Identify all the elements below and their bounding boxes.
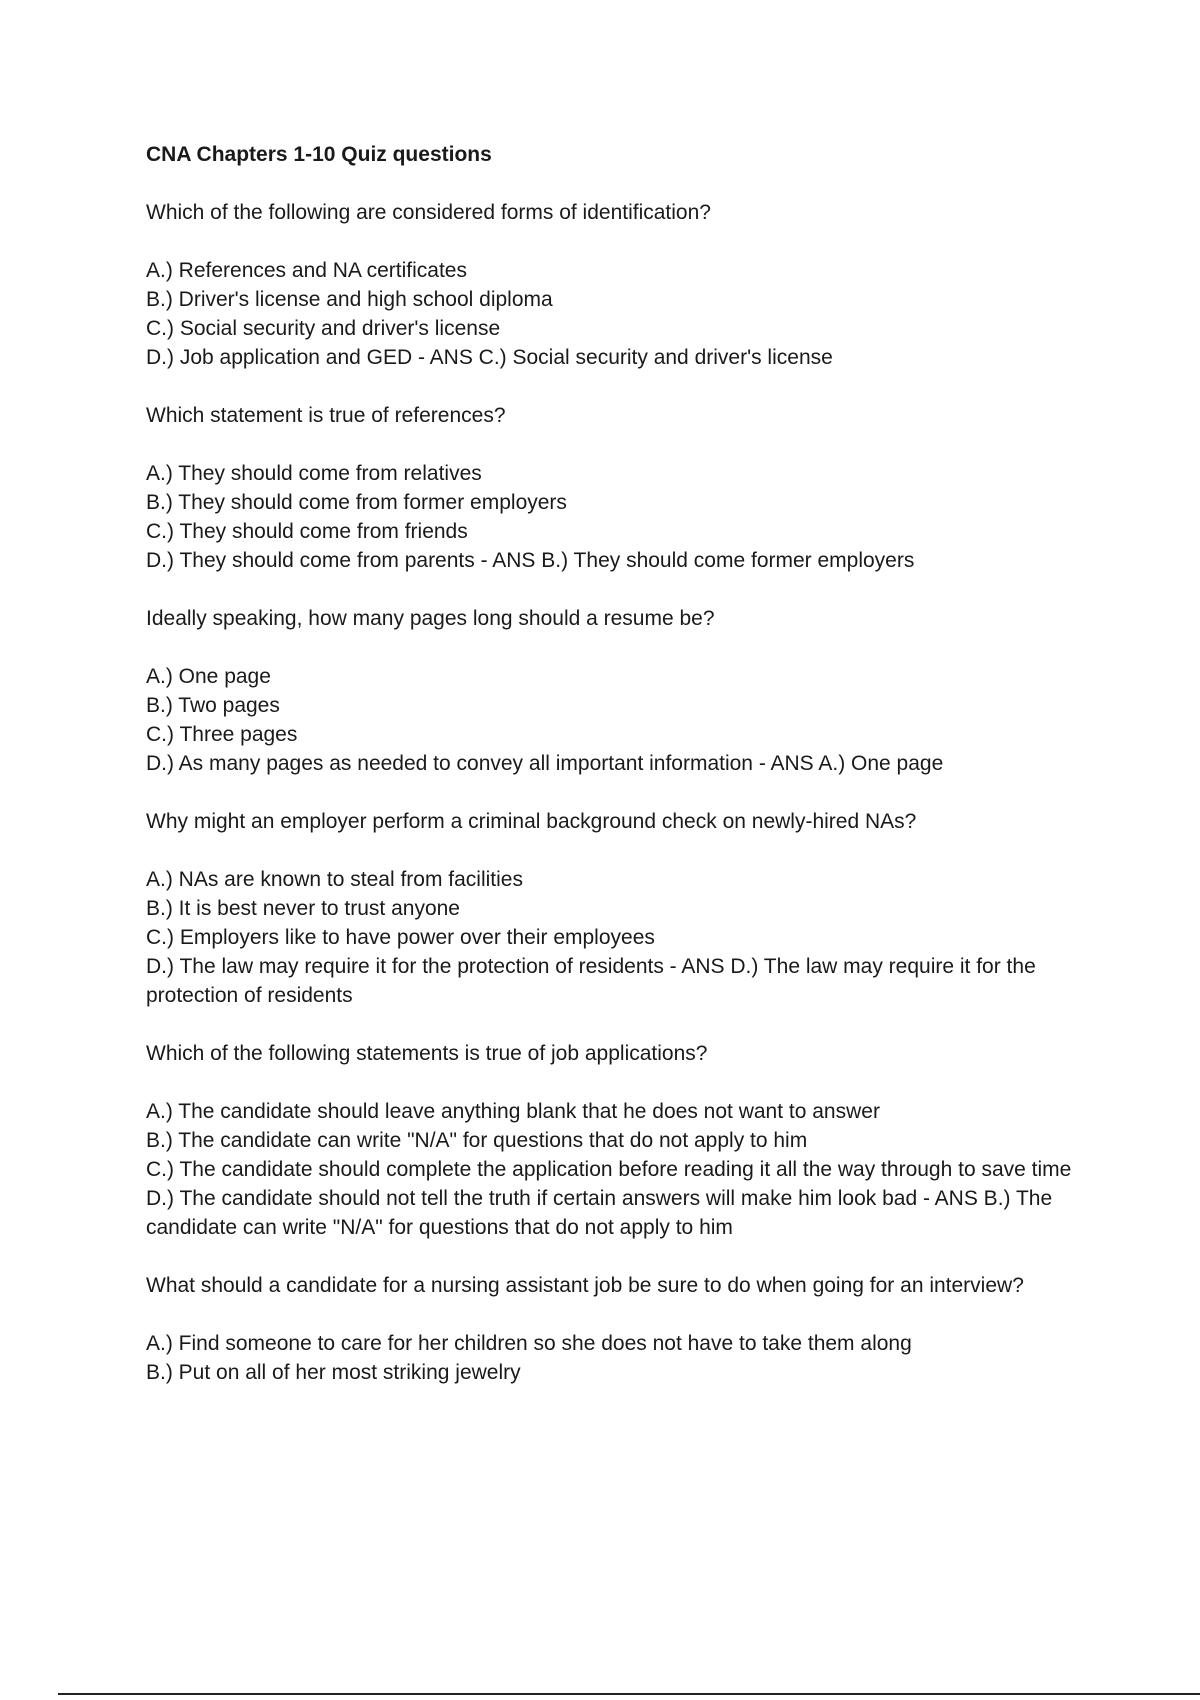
answer-options [146,256,1086,372]
answer-option: B.) Put on all of her most striking jewelry [146,1361,521,1384]
answer-option: C.) Social security and driver's license [146,317,501,340]
answer-option: A.) References and NA certificates [146,259,467,282]
answer-option: A.) They should come from relatives [146,462,482,485]
answer-options [146,1097,1086,1242]
answer-option: A.) The candidate should leave anything blank that he does not want to answer [146,1100,880,1123]
answer-option: C.) The candidate should complete the application before reading it all the way through to save time [146,1158,1072,1181]
question-prompt: Which of the following statements is true of job applications? [146,1042,708,1065]
answer-option: B.) It is best never to trust anyone [146,897,460,920]
answer-option: A.) Find someone to care for her children so she does not have to take them along [146,1332,912,1355]
page-bottom-divider [58,1693,1200,1695]
question-prompt: Why might an employer perform a criminal background check on newly-hired NAs? [146,810,917,833]
answer-option: D.) They should come from parents - ANS B.) They should come former employers [146,549,915,572]
question-prompt: Which of the following are considered forms of identification? [146,201,711,224]
answer-option: C.) Employers like to have power over their employees [146,926,655,949]
answer-option: D.) The candidate should not tell the truth if certain answers will make him look bad - ANS B.) The candidate can write "N/A" for questions that do not apply to him [146,1187,1053,1239]
answer-option: C.) They should come from friends [146,520,468,543]
answer-option: C.) Three pages [146,723,298,746]
answer-option: B.) The candidate can write "N/A" for questions that do not apply to him [146,1129,808,1152]
question-prompt: Ideally speaking, how many pages long should a resume be? [146,607,715,630]
answer-options [146,459,1086,575]
answer-option: B.) Driver's license and high school diploma [146,288,553,311]
document-page [146,140,1086,1416]
question-prompt: What should a candidate for a nursing assistant job be sure to do when going for an interview? [146,1274,1024,1297]
answer-options [146,1329,1086,1387]
answer-options [146,662,1086,778]
answer-option: D.) Job application and GED - ANS C.) Social security and driver's license [146,346,833,369]
answer-option: A.) One page [146,665,271,688]
answer-option: D.) As many pages as needed to convey all important information - ANS A.) One page [146,752,944,775]
question-prompt: Which statement is true of references? [146,404,506,427]
answer-options [146,865,1086,1010]
answer-option: D.) The law may require it for the protection of residents - ANS D.) The law may require it for the protection of residents [146,955,1036,1007]
answer-option: B.) They should come from former employers [146,491,567,514]
answer-option: B.) Two pages [146,694,280,717]
answer-option: A.) NAs are known to steal from facilities [146,868,523,891]
document-title: CNA Chapters 1-10 Quiz questions [146,143,492,166]
